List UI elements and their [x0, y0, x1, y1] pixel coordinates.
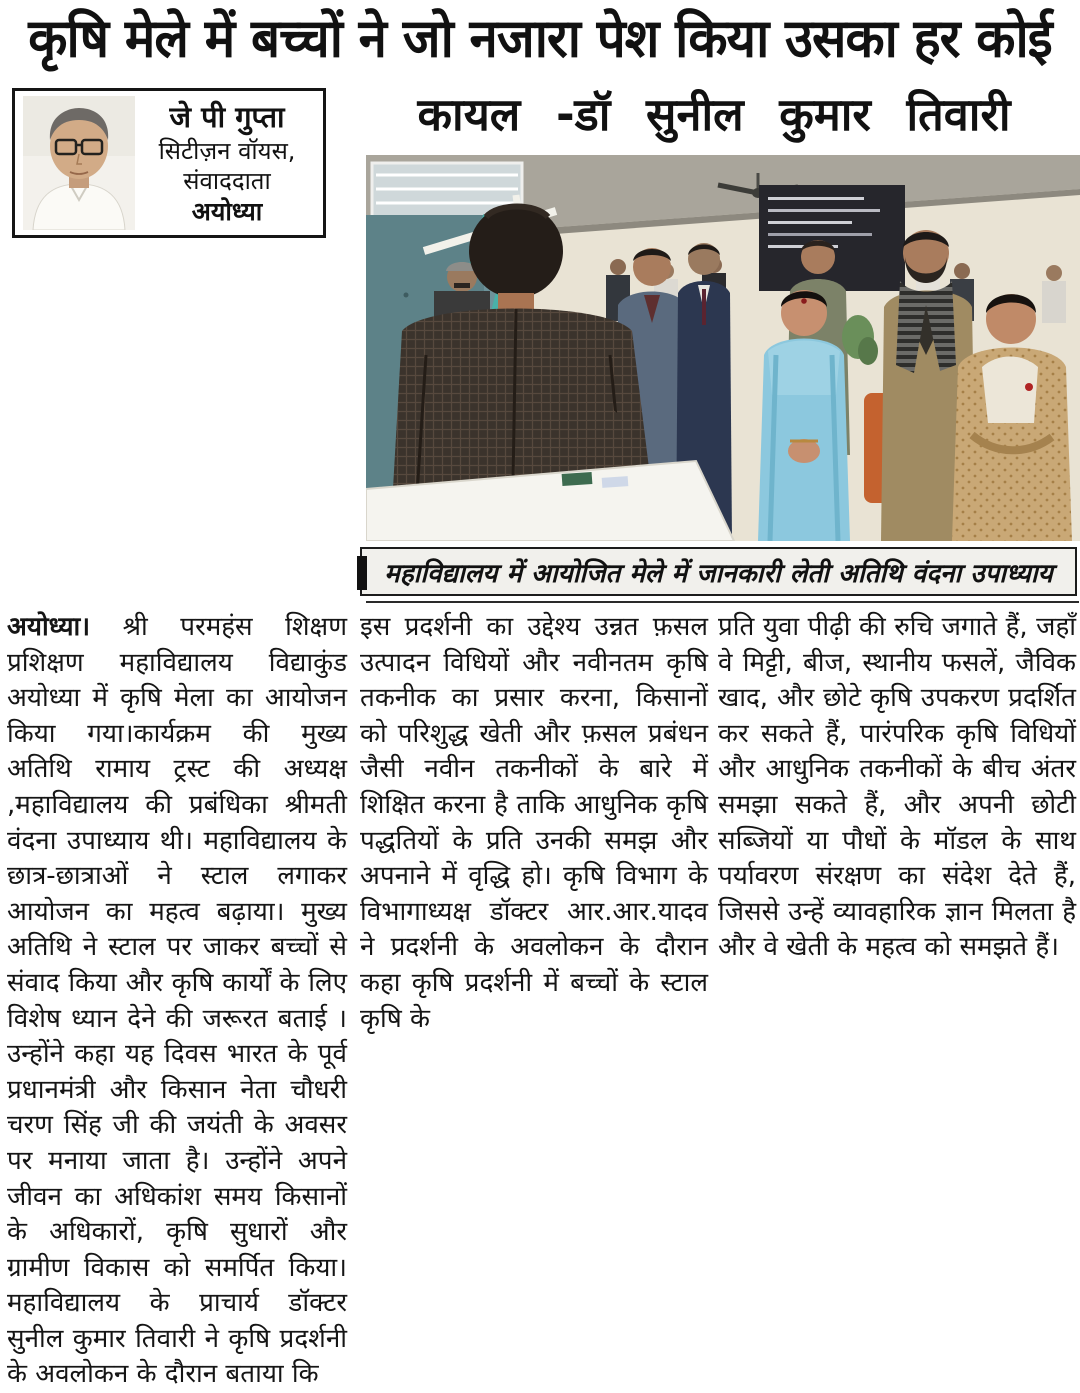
article-column-2: [360, 610, 708, 1037]
event-photo-illustration: [366, 155, 1080, 541]
photo-caption: महाविद्यालय में आयोजित मेले में जानकारी लेती अतिथि वंदना उपाध्याय: [384, 558, 1053, 589]
article-column-3-text: प्रति युवा पीढ़ी की रुचि जगाते हैं, जहाँ वे मिट्टी, बीज, स्थानीय फसलें, जैविक खाद, और छोटे कृषि उपकरण प्रदर्शित कर सकते हैं, पारंपरिक कृषि विधियों और आधुनिक तकनीकों के बीच अंतर समझा सकते हैं, और अपनी छोटी सब्जियों या पौधों के मॉडल के साथ पर्यावरण संरक्षण का संदेश देते हैं, जिससे उन्हें व्यावहारिक ज्ञान मिलता है और वे खेती के महत्व को समझते हैं।: [718, 612, 1076, 963]
article-column-1-text: श्री परमहंस शिक्षण प्रशिक्षण महाविद्यालय विद्याकुंड अयोध्या में कृषि मेला का आयोजन किया गया।कार्यक्रम की मुख्य अतिथि रामाय ट्रस्ट की अध्यक्ष ,महाविद्यालय की प्रबंधिका श्रीमती वंदना उपाध्याय थी। महाविद्यालय के छात्र-छात्राओं ने स्टाल लगाकर आयोजन का महत्व बढ़ाया। मुख्य अतिथि ने स्टाल पर जाकर बच्चों से संवाद किया और कृषि कार्यों के लिए विशेष ध्यान देने की जरूरत बताई ।उन्होंने कहा यह दिवस भारत के पूर्व प्रधानमंत्री और किसान नेता चौधरी चरण सिंह जी की जयंती के अवसर पर मनाया जाता है। उन्होंने अपने जीवन का अधिकांश समय किसानों के अधिकारों, कृषि सुधारों और ग्रामीण विकास को समर्पित किया। महाविद्यालय के प्राचार्य डॉक्टर सुनील कुमार तिवारी ने कृषि प्रदर्शनी के अवलोकन के दौरान बताया कि: [7, 612, 347, 1390]
reporter-name: जे पी गुप्ता: [169, 100, 285, 135]
reporter-byline-box: [12, 88, 326, 238]
article-column-3: [718, 610, 1076, 966]
article-column-1: [7, 610, 347, 1393]
reporter-city: अयोध्या: [191, 196, 263, 226]
main-headline-line1: कृषि मेले में बच्चों ने जो नजारा पेश किया उसका हर कोई: [28, 8, 1052, 70]
event-banner: [759, 185, 905, 291]
photo-caption-box: [360, 547, 1077, 596]
reporter-portrait-illustration: [23, 96, 135, 230]
reporter-organization: सिटीज़न वॉयस,: [158, 136, 296, 165]
article-column-2-text: इस प्रदर्शनी का उद्देश्य उन्नत फ़सल उत्पादन विधियों और नवीनतम कृषि तकनीक का प्रसार करना, किसानों को परिशुद्ध खेती और फ़सल प्रबंधन जैसी नवीन तकनीकों के बारे में शिक्षित करना है ताकि आधुनिक कृषि पद्धतियों के प्रति उनकी समझ और अपनाने में वृद्धि हो। कृषि विभाग के विभागाध्यक्ष डॉक्टर आर.आर.यादव ने प्रदर्शनी के अवलोकन के दौरान कहा कृषि प्रदर्शनी में बच्चों के स्टाल कृषि के: [360, 612, 708, 1034]
reporter-role: संवाददाता: [183, 166, 271, 195]
event-photo: [366, 155, 1080, 541]
reporter-portrait-photo: [23, 96, 135, 230]
main-headline-line2: कायल -डॉ सुनील कुमार तिवारी: [417, 88, 1011, 141]
dateline: अयोध्या।: [7, 612, 91, 642]
